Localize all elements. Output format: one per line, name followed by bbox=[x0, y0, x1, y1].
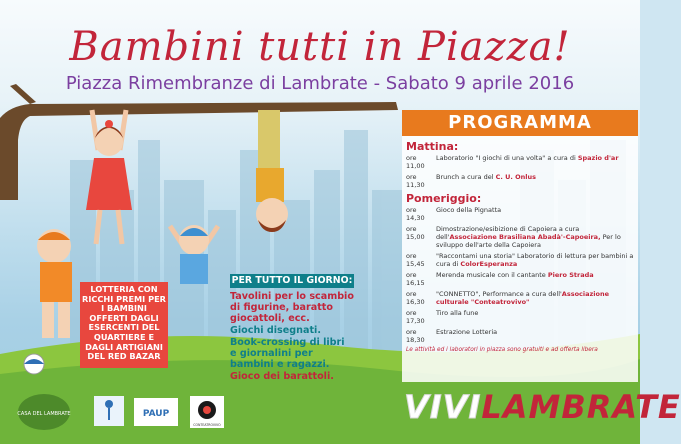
schedule-row bbox=[406, 173, 634, 189]
schedule-desc-text: "CONNETTO", Performance a cura dell' bbox=[436, 290, 562, 298]
schedule-row bbox=[406, 271, 634, 287]
schedule-desc bbox=[436, 290, 634, 306]
schedule-row bbox=[406, 252, 634, 268]
schedule-desc bbox=[436, 173, 634, 189]
all-day-list bbox=[230, 291, 354, 382]
mattina-heading: Mattina: bbox=[406, 140, 459, 153]
schedule-desc-text: "Raccontami una storia" Laboratorio di lettura per bambini a cura di bbox=[436, 252, 634, 268]
schedule-desc bbox=[436, 225, 634, 249]
schedule-desc bbox=[436, 252, 634, 268]
all-day-header: PER TUTTO IL GIORNO: bbox=[231, 275, 353, 286]
pomeriggio-list bbox=[406, 206, 634, 344]
schedule-desc bbox=[436, 154, 634, 170]
schedule-organizer: Associazione culturale "Conteatrovivo" bbox=[436, 290, 610, 306]
schedule-row bbox=[406, 328, 634, 344]
schedule-time: ore 16,15 bbox=[406, 271, 425, 287]
poster-subtitle: Piazza Rimembranze di Lambrate - Sabato 9 aprile 2016 bbox=[65, 73, 575, 94]
schedule-row bbox=[406, 290, 634, 306]
pomeriggio-heading: Pomeriggio: bbox=[406, 192, 482, 205]
logo-text-paup: PAUP bbox=[142, 409, 170, 419]
kid-blue-icon bbox=[170, 225, 218, 284]
schedule-desc-text-end: Per lo sviluppo dell'arte della Capoiera bbox=[436, 233, 621, 249]
all-day-item: Gioco dei barattoli. bbox=[230, 371, 334, 382]
figure-logo-icon bbox=[94, 396, 124, 426]
programma-header: PROGRAMMA bbox=[402, 110, 638, 136]
all-day-item: Giochi disegnati. bbox=[230, 325, 321, 336]
all-day-item: Tavolini per lo scambio di figurine, baratto giocattoli, ecc. bbox=[230, 291, 354, 324]
schedule-time: ore 11,30 bbox=[406, 173, 425, 189]
schedule-desc-text: Laboratorio "I giochi di una volta" a cura di bbox=[436, 154, 578, 162]
schedule-desc-text: Merenda musicale con il cantante bbox=[436, 271, 548, 279]
mattina-list bbox=[406, 154, 634, 189]
brand-lambrate: LAMBRATE bbox=[481, 388, 681, 426]
schedule-time: ore 14,30 bbox=[406, 206, 425, 222]
logo-text-conteatrovivo: CONTEATROVIVO bbox=[193, 423, 221, 427]
ball-icon bbox=[24, 354, 44, 374]
schedule-desc-text: Brunch a cura del bbox=[436, 173, 496, 181]
free-activities-note: Le attività ed i laboratori in piazza sono gratuiti e ad offerta libera bbox=[406, 347, 598, 353]
schedule-organizer: Associazione Brasiliana Abadà'-Capoeira, bbox=[449, 233, 601, 241]
sponsor-logos bbox=[14, 388, 254, 434]
schedule-desc bbox=[436, 309, 634, 325]
schedule-desc-text: Tiro alla fune bbox=[436, 309, 479, 317]
schedule-desc-text: Gioco della Pignatta bbox=[436, 206, 502, 214]
lottery-box: LOTTERIA CON RICCHI PREMI PER I BAMBINI OFFERTI DAGLI ESERCENTI DEL QUARTIERE E DAGLI ARTIGIANI DEL RED BAZAR bbox=[80, 282, 168, 368]
schedule-organizer: Piero Strada bbox=[547, 271, 594, 279]
paup-logo-icon bbox=[134, 398, 178, 426]
schedule-time: ore 18,30 bbox=[406, 328, 425, 344]
schedule-organizer: ColorEsperanza bbox=[460, 260, 518, 268]
programma-box bbox=[402, 136, 638, 382]
all-day-item: Book-crossing di libri e giornalini per bambini e ragazzi. bbox=[230, 337, 345, 370]
all-day-panel bbox=[230, 274, 354, 383]
schedule-desc bbox=[436, 328, 634, 344]
schedule-time: ore 17,30 bbox=[406, 309, 425, 325]
girl-hanging-icon bbox=[86, 110, 132, 244]
schedule-organizer: Spazio d'ar bbox=[577, 154, 619, 162]
schedule-desc-text: Dimostrazione/esibizione di Capoiera a cura dell' bbox=[436, 225, 580, 241]
boy-upside-down-icon bbox=[256, 110, 288, 232]
brand-vivi: VIVI bbox=[404, 388, 482, 426]
boy-standing-icon bbox=[37, 229, 72, 338]
logo-text-casa: CASA DEL LAMBRATE bbox=[17, 411, 71, 417]
schedule-organizer: C. U. Onlus bbox=[495, 173, 536, 181]
schedule-time: ore 15,00 bbox=[406, 225, 425, 241]
conteatrovivo-logo-icon bbox=[190, 396, 224, 428]
schedule-row bbox=[406, 309, 634, 325]
schedule-row bbox=[406, 225, 634, 249]
schedule-desc bbox=[436, 206, 634, 222]
schedule-desc-text: Estrazione Lotteria bbox=[436, 328, 498, 336]
schedule-row bbox=[406, 206, 634, 222]
casa-logo-icon bbox=[17, 394, 70, 430]
schedule-time: ore 11,00 bbox=[406, 154, 425, 170]
schedule-row bbox=[406, 154, 634, 170]
vivi-lambrate-logo bbox=[404, 388, 681, 426]
poster-title: Bambini tutti in Piazza! bbox=[69, 24, 571, 70]
schedule-desc bbox=[436, 271, 634, 287]
schedule-time: ore 16,30 bbox=[406, 290, 425, 306]
schedule-time: ore 15,45 bbox=[406, 252, 425, 268]
